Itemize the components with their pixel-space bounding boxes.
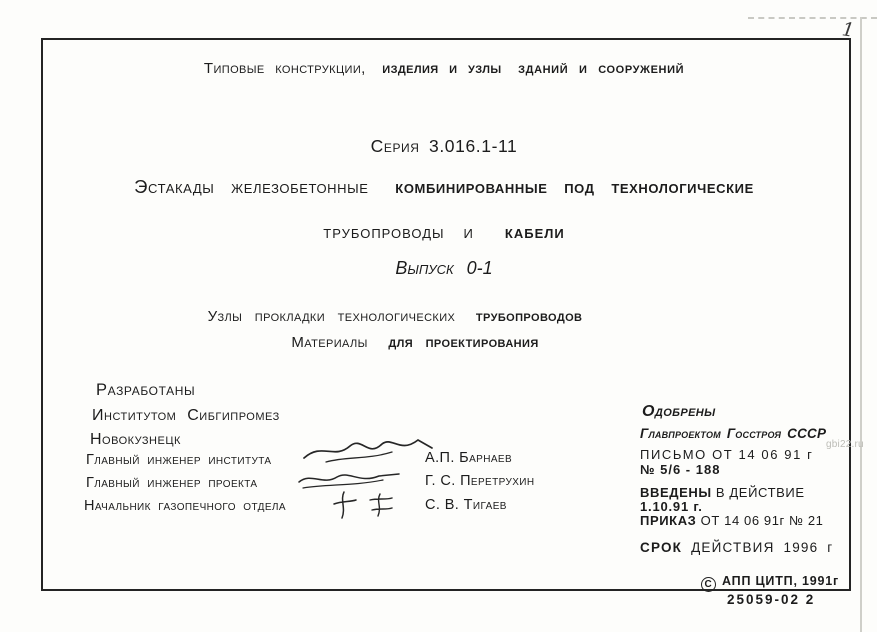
official-name-tigaev: С. В. Тигаев — [425, 497, 507, 513]
page-edge-right-line — [860, 17, 862, 632]
official-role-chief-engineer-institute: Главный инженер института — [86, 452, 272, 468]
approval-letter-line: ПИСЬМО ОТ 14 06 91 г — [640, 447, 814, 462]
approval-authority: Главпроектом Госстроя СССР — [640, 426, 827, 441]
approval-order-bold: ПРИКАЗ — [640, 513, 697, 528]
approval-enacted-bold: ВВЕДЕНЫ — [640, 485, 712, 500]
category-heading — [41, 60, 847, 77]
copyright-icon: C — [701, 577, 716, 592]
category-part-bold: изделия и узлы — [382, 60, 502, 77]
document-title-line1 — [41, 176, 847, 198]
footer-copyright — [701, 574, 839, 592]
subtitle-line1-normal: Узлы прокладки технологических — [207, 308, 456, 325]
approval-enacted-date: 1.10.91 г. — [640, 499, 703, 514]
approval-validity-line — [640, 540, 833, 555]
watermark: gbi22.ru — [826, 439, 864, 450]
approval-enacted-rest: В ДЕЙСТВИЕ — [715, 485, 805, 500]
issue-label: Выпуск 0-1 — [395, 258, 493, 278]
title-line1-normal: Эстакады железобетонные — [134, 176, 369, 197]
title-line1-bold: комбинированные под технологические — [395, 176, 754, 197]
approval-validity-bold: СРОК — [640, 540, 683, 555]
approval-validity-rest: ДЕЙСТВИЯ 1996 г — [691, 540, 834, 555]
approval-enacted-line — [640, 485, 805, 500]
page-number-mark: 1 — [840, 18, 856, 42]
approval-heading: Одобрены — [642, 403, 716, 420]
official-name-barnaev: А.П. Барнаев — [425, 450, 513, 466]
developer-city: Новокузнецк — [90, 431, 181, 448]
category-part-normal: Типовые конструкции, — [203, 60, 366, 77]
approval-order-line — [640, 513, 824, 528]
signature-barnaev — [300, 434, 436, 471]
subtitle-line1-bold: трубопроводов — [475, 308, 583, 325]
page-edge-top-line — [748, 17, 877, 19]
title-line2-bold: кабели — [504, 222, 565, 242]
title-line2-normal: трубопроводы и — [323, 222, 474, 242]
signature-tigaev — [330, 488, 402, 527]
subtitle-line1 — [140, 308, 650, 325]
approval-letter-number: № 5/6 - 188 — [640, 462, 721, 477]
approval-order-rest: ОТ 14 06 91г № 21 — [700, 513, 824, 528]
copyright-text: АПП ЦИТП, 1991г — [722, 574, 839, 588]
document-code: 25059-02 2 — [727, 592, 816, 607]
subtitle-line2 — [140, 334, 690, 351]
subtitle-line2-bold: для проектирования — [388, 334, 539, 351]
document-title-line2 — [41, 222, 847, 243]
category-part-extra-bold: зданий и сооружений — [518, 60, 685, 77]
official-role-head-gas-furnace-dept: Начальник газопечного отдела — [84, 498, 286, 514]
developers-heading: Разработаны — [96, 381, 196, 399]
official-name-peretrukhin: Г. С. Перетрухин — [425, 473, 535, 489]
series-label: Серия 3.016.1-11 — [370, 136, 518, 156]
subtitle-line2-normal: Материалы — [291, 334, 368, 351]
developer-institute: Институтом Сибгипромез — [92, 407, 280, 424]
official-role-chief-engineer-project: Главный инженер проекта — [86, 475, 258, 491]
